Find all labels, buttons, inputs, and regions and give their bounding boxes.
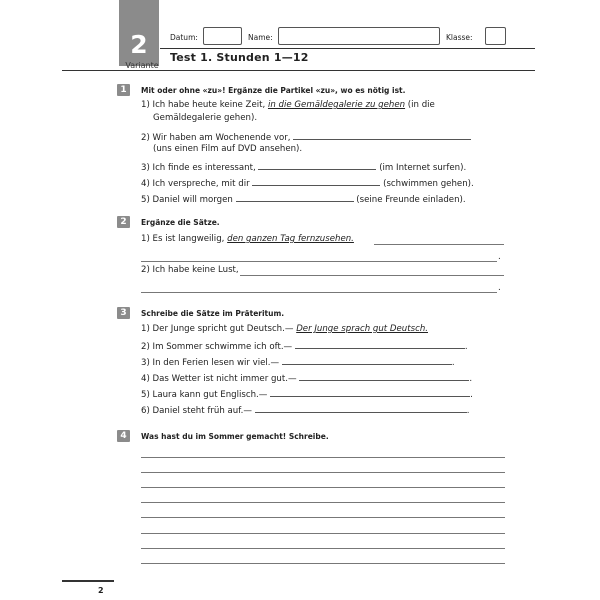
- end-mark: .: [498, 252, 501, 262]
- task-2-item-1: 1) Es ist langweilig, den ganzen Tag fernzusehen.: [141, 234, 354, 244]
- writing-line[interactable]: [141, 472, 505, 473]
- variant-number: 2: [130, 30, 148, 59]
- klasse-field[interactable]: [485, 27, 506, 45]
- task-3-item-5: 5) Laura kann gut Englisch.— .: [141, 387, 473, 402]
- task-3-item-1: 1) Der Junge spricht gut Deutsch.— Der Junge sprach gut Deutsch.: [141, 324, 428, 334]
- answer-handwritten: den ganzen Tag fernzusehen.: [227, 234, 354, 244]
- task-3-item-6: 6) Daniel steht früh auf.— .: [141, 403, 469, 418]
- task-1-item-1: 1) Ich habe heute keine Zeit, in die Gemäldegalerie zu gehen (in die: [141, 100, 435, 110]
- klasse-label: Klasse:: [446, 33, 473, 42]
- task-1-item-4: 4) Ich verspreche, mit dir (schwimmen gehen).: [141, 176, 474, 191]
- answer-blank[interactable]: [295, 339, 465, 349]
- answer-blank[interactable]: [255, 403, 467, 413]
- task-3-instruction: Schreibe die Sätze im Präteritum.: [141, 309, 285, 318]
- footer-rule: [62, 580, 114, 582]
- answer-line[interactable]: [141, 261, 497, 262]
- task-1-item-5: 5) Daniel will morgen (seine Freunde einladen).: [141, 192, 466, 207]
- task-1-instruction: Mit oder ohne «zu»! Ergänze die Partikel «zu», wo es nötig ist.: [141, 86, 406, 95]
- task-3-item-3: 3) In den Ferien lesen wir viel.— .: [141, 355, 455, 370]
- answer-handwritten: Der Junge sprach gut Deutsch.: [296, 324, 428, 334]
- writing-line[interactable]: [141, 533, 505, 534]
- task-2-item-2: 2) Ich habe keine Lust,: [141, 265, 239, 275]
- answer-line[interactable]: [141, 292, 497, 293]
- task-4-instruction: Was hast du im Sommer gemacht! Schreibe.: [141, 432, 329, 441]
- task-1-item-2-cont: (uns einen Film auf DVD ansehen).: [153, 144, 303, 154]
- page-number: 2: [98, 586, 104, 595]
- header-rule: [160, 48, 535, 49]
- task-2-instruction: Ergänze die Sätze.: [141, 218, 220, 227]
- task-1-item-2: 2) Wir haben am Wochenende vor,: [141, 130, 471, 145]
- datum-field[interactable]: [203, 27, 242, 45]
- answer-blank[interactable]: [299, 371, 469, 381]
- answer-blank[interactable]: [236, 192, 354, 202]
- left-rule: [62, 70, 120, 71]
- name-label: Name:: [248, 33, 273, 42]
- task-3-item-2: 2) Im Sommer schwimme ich oft.— .: [141, 339, 468, 354]
- task-2-number: 2: [117, 216, 130, 228]
- task-1-number: 1: [117, 84, 130, 96]
- answer-blank[interactable]: [258, 160, 376, 170]
- writing-line[interactable]: [141, 563, 505, 564]
- end-mark: .: [498, 283, 501, 293]
- datum-label: Datum:: [170, 33, 198, 42]
- writing-line[interactable]: [141, 548, 505, 549]
- answer-line[interactable]: [374, 244, 504, 245]
- task-4-number: 4: [117, 430, 130, 442]
- writing-line[interactable]: [141, 517, 505, 518]
- writing-line[interactable]: [141, 487, 505, 488]
- page-title: Test 1. Stunden 1—12: [170, 51, 309, 64]
- answer-blank[interactable]: [270, 387, 470, 397]
- answer-line[interactable]: [240, 275, 504, 276]
- name-field[interactable]: [278, 27, 440, 45]
- task-3-item-4: 4) Das Wetter ist nicht immer gut.— .: [141, 371, 472, 386]
- variant-label: Variante: [125, 61, 159, 70]
- writing-line[interactable]: [141, 457, 505, 458]
- task-1-item-3: 3) Ich finde es interessant, (im Internet surfen).: [141, 160, 466, 175]
- answer-blank[interactable]: [282, 355, 452, 365]
- task-1-item-1-cont: Gemäldegalerie gehen).: [153, 113, 258, 123]
- title-rule: [120, 70, 535, 71]
- answer-handwritten: in die Gemäldegalerie zu gehen: [267, 100, 406, 110]
- task-3-number: 3: [117, 307, 130, 319]
- writing-line[interactable]: [141, 502, 505, 503]
- answer-blank[interactable]: [252, 176, 380, 186]
- answer-blank[interactable]: [293, 130, 471, 140]
